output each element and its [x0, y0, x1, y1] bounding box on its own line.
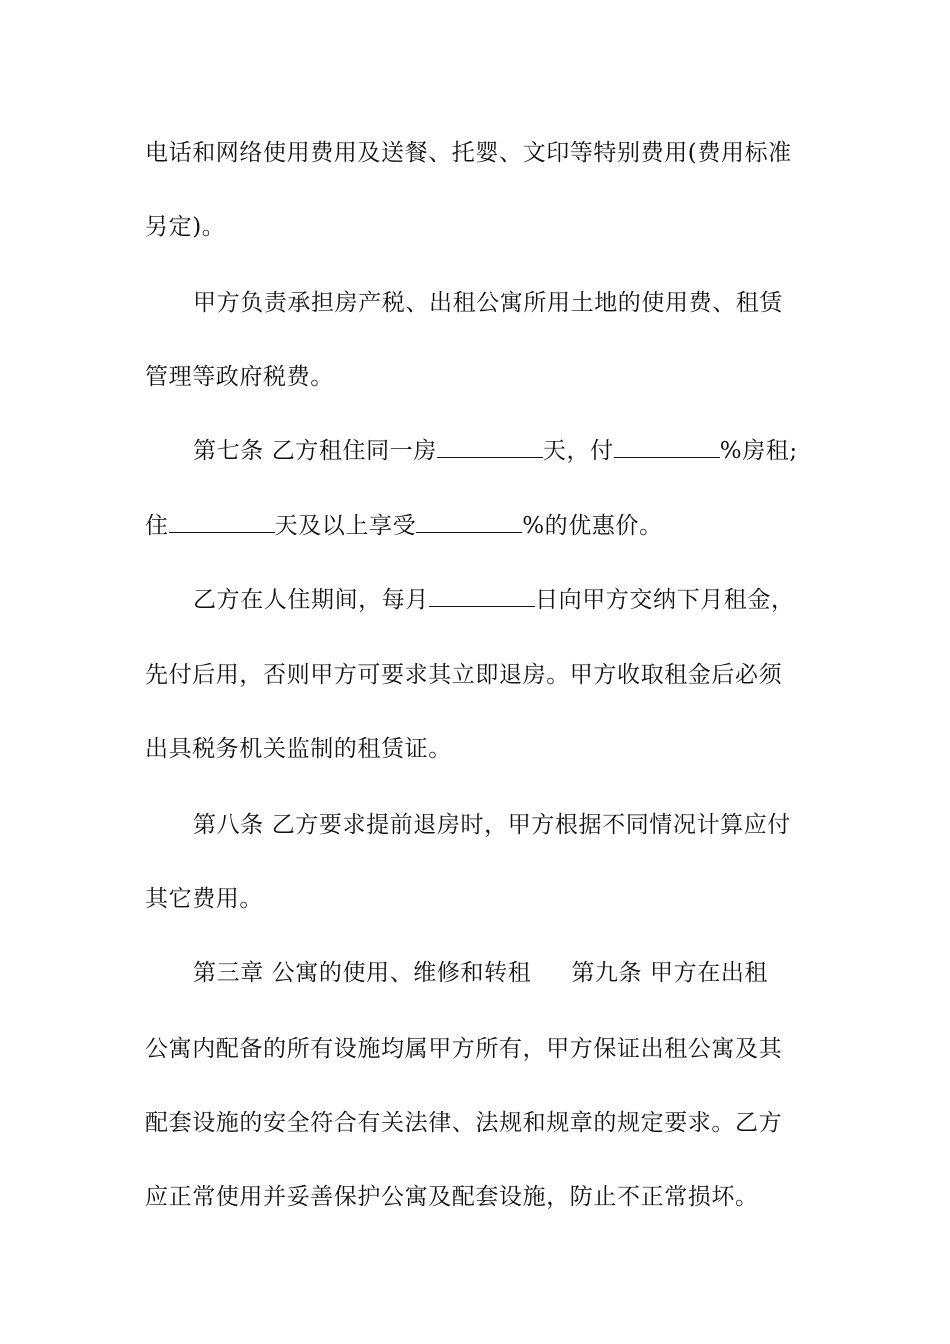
chapter-heading: 第三章 公寓的使用、维修和转租	[193, 960, 532, 986]
rent-payment-line-1	[193, 585, 815, 615]
fill-in-blank	[416, 512, 522, 533]
paragraph-line: 配套设施的安全符合有关法律、法规和规章的规定要求。乙方	[145, 1110, 783, 1136]
text-segment: %房租;	[719, 438, 798, 464]
paragraph-line: 第八条 乙方要求提前退房时，甲方根据不同情况计算应付	[193, 812, 791, 838]
fill-in-blank	[437, 437, 543, 458]
paragraph-line: 电话和网络使用费用及送餐、托婴、文印等特别费用(费用标准	[145, 140, 792, 166]
paragraph-line: 另定)。	[145, 214, 226, 240]
fill-in-blank	[614, 437, 720, 458]
fill-in-blank	[429, 586, 535, 607]
text-segment: 乙方在人住期间，每月	[193, 587, 429, 613]
text-segment: 天及以上享受	[274, 513, 417, 539]
text-segment: 住	[145, 513, 169, 539]
text-segment: 第九条 甲方在出租	[571, 960, 769, 986]
paragraph-line: 甲方负责承担房产税、出租公寓所用土地的使用费、租赁	[193, 290, 783, 316]
paragraph-line: 管理等政府税费。	[145, 364, 334, 390]
article-7-line-2	[145, 511, 815, 541]
article-7-line-1	[193, 436, 815, 466]
fill-in-blank	[169, 512, 275, 533]
text-segment: 第七条 乙方租住同一房	[193, 438, 437, 464]
text-segment: 日向甲方交纳下月租金，	[535, 587, 795, 613]
paragraph-line: 先付后用，否则甲方可要求其立即退房。甲方收取租金后必须	[145, 662, 783, 688]
text-segment: 天，付	[542, 438, 614, 464]
paragraph-line: 出具税务机关监制的租赁证。	[145, 736, 452, 762]
paragraph-line: 应正常使用并妥善保护公寓及配套设施，防止不正常损坏。	[145, 1184, 759, 1210]
chapter-3-line	[193, 958, 815, 988]
text-segment: %的优惠价。	[522, 513, 663, 539]
paragraph-line: 其它费用。	[145, 886, 263, 912]
paragraph-line: 公寓内配备的所有设施均属甲方所有，甲方保证出租公寓及其	[145, 1036, 783, 1062]
